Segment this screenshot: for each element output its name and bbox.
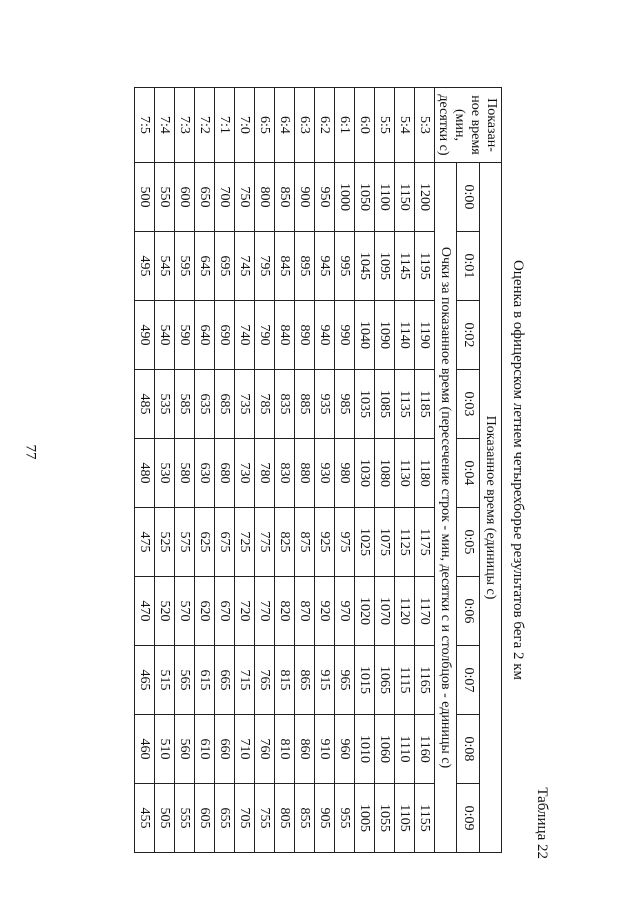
score-cell: 815 — [275, 646, 295, 715]
score-cell: 725 — [235, 508, 255, 577]
score-cell: 1110 — [395, 715, 415, 784]
score-cell: 525 — [155, 508, 175, 577]
score-cell: 865 — [295, 646, 315, 715]
score-cell: 555 — [175, 784, 195, 853]
score-cell: 1020 — [355, 577, 375, 646]
score-cell: 740 — [235, 301, 255, 370]
score-cell: 610 — [195, 715, 215, 784]
score-cell: 605 — [195, 784, 215, 853]
score-cell: 915 — [315, 646, 335, 715]
score-cell: 1090 — [375, 301, 395, 370]
column-header-cell: 0:03 — [457, 370, 479, 439]
score-cell: 1065 — [375, 646, 395, 715]
score-cell: 935 — [315, 370, 335, 439]
row-time-cell: 7:1 — [215, 88, 235, 163]
caption-row — [435, 88, 457, 853]
score-cell: 1055 — [375, 784, 395, 853]
score-cell: 850 — [275, 163, 295, 232]
score-cell: 785 — [255, 370, 275, 439]
score-cell: 1105 — [395, 784, 415, 853]
score-cell: 485 — [135, 370, 155, 439]
score-cell: 855 — [295, 784, 315, 853]
score-cell: 1190 — [415, 301, 435, 370]
row-time-cell: 7:4 — [155, 88, 175, 163]
score-cell: 985 — [335, 370, 355, 439]
score-cell: 460 — [135, 715, 155, 784]
score-cell: 760 — [255, 715, 275, 784]
score-cell: 505 — [155, 784, 175, 853]
row-time-cell: 5:4 — [395, 88, 415, 163]
score-cell: 670 — [215, 577, 235, 646]
score-cell: 1160 — [415, 715, 435, 784]
score-cell: 920 — [315, 577, 335, 646]
score-cell: 1125 — [395, 508, 415, 577]
score-cell: 1000 — [335, 163, 355, 232]
score-cell: 1150 — [395, 163, 415, 232]
row-time-cell: 5:3 — [415, 88, 435, 163]
score-cell: 910 — [315, 715, 335, 784]
table-row — [355, 88, 375, 853]
table-row — [195, 88, 215, 853]
score-cell: 720 — [235, 577, 255, 646]
points-caption: Очки за показанное время (пересечение строк - мин, десятки с и столбцов - единицы с) — [435, 163, 457, 853]
score-cell: 1080 — [375, 439, 395, 508]
score-cell: 1100 — [375, 163, 395, 232]
row-header-cell: Показан-ное время (мин, десятки с) — [435, 88, 502, 163]
score-cell: 680 — [215, 439, 235, 508]
score-cell: 975 — [335, 508, 355, 577]
score-cell: 730 — [235, 439, 255, 508]
score-cell: 795 — [255, 232, 275, 301]
table-row — [275, 88, 295, 853]
row-time-cell: 6:0 — [355, 88, 375, 163]
score-cell: 755 — [255, 784, 275, 853]
rotated-table-page — [90, 75, 550, 865]
score-cell: 510 — [155, 715, 175, 784]
table-row — [215, 88, 235, 853]
score-cell: 750 — [235, 163, 255, 232]
column-header-cell: 0:07 — [457, 646, 479, 715]
score-cell: 540 — [155, 301, 175, 370]
score-cell: 770 — [255, 577, 275, 646]
score-cell: 655 — [215, 784, 235, 853]
score-cell: 575 — [175, 508, 195, 577]
score-cell: 765 — [255, 646, 275, 715]
score-cell: 940 — [315, 301, 335, 370]
score-cell: 515 — [155, 646, 175, 715]
row-time-cell: 6:4 — [275, 88, 295, 163]
score-cell: 970 — [335, 577, 355, 646]
score-cell: 1025 — [355, 508, 375, 577]
table-row — [375, 88, 395, 853]
score-cell: 530 — [155, 439, 175, 508]
score-cell: 500 — [135, 163, 155, 232]
page-number: 77 — [22, 444, 39, 460]
table-row — [295, 88, 315, 853]
score-cell: 805 — [275, 784, 295, 853]
table-row — [255, 88, 275, 853]
score-cell: 875 — [295, 508, 315, 577]
score-cell: 885 — [295, 370, 315, 439]
score-cell: 890 — [295, 301, 315, 370]
score-cell: 1030 — [355, 439, 375, 508]
score-cell: 845 — [275, 232, 295, 301]
score-cell: 600 — [175, 163, 195, 232]
score-cell: 1180 — [415, 439, 435, 508]
score-cell: 495 — [135, 232, 155, 301]
score-cell: 1075 — [375, 508, 395, 577]
score-cell: 535 — [155, 370, 175, 439]
score-cell: 595 — [175, 232, 195, 301]
score-cell: 630 — [195, 439, 215, 508]
score-cell: 545 — [155, 232, 175, 301]
score-cell: 520 — [155, 577, 175, 646]
row-time-cell: 6:2 — [315, 88, 335, 163]
score-cell: 745 — [235, 232, 255, 301]
score-cell: 1040 — [355, 301, 375, 370]
score-cell: 995 — [335, 232, 355, 301]
score-cell: 1200 — [415, 163, 435, 232]
score-cell: 900 — [295, 163, 315, 232]
score-cell: 800 — [255, 163, 275, 232]
score-cell: 700 — [215, 163, 235, 232]
score-cell: 810 — [275, 715, 295, 784]
score-cell: 490 — [135, 301, 155, 370]
score-cell: 675 — [215, 508, 235, 577]
score-cell: 945 — [315, 232, 335, 301]
score-cell: 790 — [255, 301, 275, 370]
score-cell: 480 — [135, 439, 155, 508]
score-cell: 895 — [295, 232, 315, 301]
score-cell: 1050 — [355, 163, 375, 232]
score-cell: 710 — [235, 715, 255, 784]
score-cell: 570 — [175, 577, 195, 646]
table-row — [155, 88, 175, 853]
column-header-cell: 0:01 — [457, 232, 479, 301]
score-cell: 860 — [295, 715, 315, 784]
score-cell: 870 — [295, 577, 315, 646]
column-header-cell: 0:00 — [457, 163, 479, 232]
table-body — [135, 88, 435, 853]
score-cell: 695 — [215, 232, 235, 301]
table-row — [395, 88, 415, 853]
row-time-cell: 7:0 — [235, 88, 255, 163]
score-cell: 475 — [135, 508, 155, 577]
score-cell: 780 — [255, 439, 275, 508]
column-header-row — [457, 88, 479, 853]
score-cell: 580 — [175, 439, 195, 508]
score-cell: 565 — [175, 646, 195, 715]
score-cell: 1070 — [375, 577, 395, 646]
score-cell: 660 — [215, 715, 235, 784]
score-cell: 455 — [135, 784, 155, 853]
row-time-cell: 6:1 — [335, 88, 355, 163]
score-cell: 1015 — [355, 646, 375, 715]
score-cell: 735 — [235, 370, 255, 439]
score-cell: 1185 — [415, 370, 435, 439]
column-header-cell: 0:08 — [457, 715, 479, 784]
table-row — [175, 88, 195, 853]
table-row — [335, 88, 355, 853]
score-cell: 835 — [275, 370, 295, 439]
score-cell: 955 — [335, 784, 355, 853]
score-cell: 1115 — [395, 646, 415, 715]
shown-time-units-header: Показанное время (единицы с) — [479, 163, 501, 853]
score-cell: 625 — [195, 508, 215, 577]
header-row-units — [479, 88, 501, 853]
column-header-cell: 0:04 — [457, 439, 479, 508]
score-cell: 1135 — [395, 370, 415, 439]
score-cell: 905 — [315, 784, 335, 853]
score-cell: 1120 — [395, 577, 415, 646]
score-cell: 1005 — [355, 784, 375, 853]
score-cell: 585 — [175, 370, 195, 439]
column-header-cell: 0:09 — [457, 784, 479, 853]
score-cell: 980 — [335, 439, 355, 508]
row-time-cell: 7:2 — [195, 88, 215, 163]
score-cell: 1145 — [395, 232, 415, 301]
score-cell: 550 — [155, 163, 175, 232]
score-cell: 1035 — [355, 370, 375, 439]
score-cell: 960 — [335, 715, 355, 784]
column-header-cell: 0:02 — [457, 301, 479, 370]
score-cell: 925 — [315, 508, 335, 577]
score-cell: 705 — [235, 784, 255, 853]
score-cell: 1175 — [415, 508, 435, 577]
score-cell: 1085 — [375, 370, 395, 439]
table-row — [415, 88, 435, 853]
row-time-cell: 5:5 — [375, 88, 395, 163]
score-cell: 1010 — [355, 715, 375, 784]
score-cell: 1170 — [415, 577, 435, 646]
row-time-cell: 6:5 — [255, 88, 275, 163]
score-cell: 650 — [195, 163, 215, 232]
score-cell: 965 — [335, 646, 355, 715]
score-cell: 820 — [275, 577, 295, 646]
score-cell: 1060 — [375, 715, 395, 784]
score-cell: 825 — [275, 508, 295, 577]
table-row — [135, 88, 155, 853]
score-cell: 990 — [335, 301, 355, 370]
score-cell: 880 — [295, 439, 315, 508]
score-cell: 645 — [195, 232, 215, 301]
table-row — [235, 88, 255, 853]
score-cell: 1155 — [415, 784, 435, 853]
row-time-cell: 7:3 — [175, 88, 195, 163]
table-label: Таблица 22 — [534, 787, 550, 859]
score-cell: 950 — [315, 163, 335, 232]
score-cell: 840 — [275, 301, 295, 370]
column-header-cell: 0:05 — [457, 508, 479, 577]
row-time-cell: 7:5 — [135, 88, 155, 163]
score-cell: 830 — [275, 439, 295, 508]
score-cell: 1095 — [375, 232, 395, 301]
score-cell: 640 — [195, 301, 215, 370]
score-cell: 690 — [215, 301, 235, 370]
score-cell: 1130 — [395, 439, 415, 508]
score-cell: 465 — [135, 646, 155, 715]
score-cell: 930 — [315, 439, 335, 508]
score-cell: 1195 — [415, 232, 435, 301]
score-cell: 775 — [255, 508, 275, 577]
score-cell: 470 — [135, 577, 155, 646]
score-cell: 685 — [215, 370, 235, 439]
score-cell: 590 — [175, 301, 195, 370]
document-title: Оценка в офицерском летнем четырехборье результатов бега 2 км — [510, 259, 526, 681]
score-cell: 665 — [215, 646, 235, 715]
score-cell: 1165 — [415, 646, 435, 715]
score-cell: 615 — [195, 646, 215, 715]
table-row — [315, 88, 335, 853]
score-cell: 635 — [195, 370, 215, 439]
scoring-table — [134, 87, 502, 853]
score-cell: 715 — [235, 646, 255, 715]
score-cell: 1045 — [355, 232, 375, 301]
score-cell: 1140 — [395, 301, 415, 370]
column-header-cell: 0:06 — [457, 577, 479, 646]
score-cell: 560 — [175, 715, 195, 784]
score-cell: 620 — [195, 577, 215, 646]
row-time-cell: 6:3 — [295, 88, 315, 163]
